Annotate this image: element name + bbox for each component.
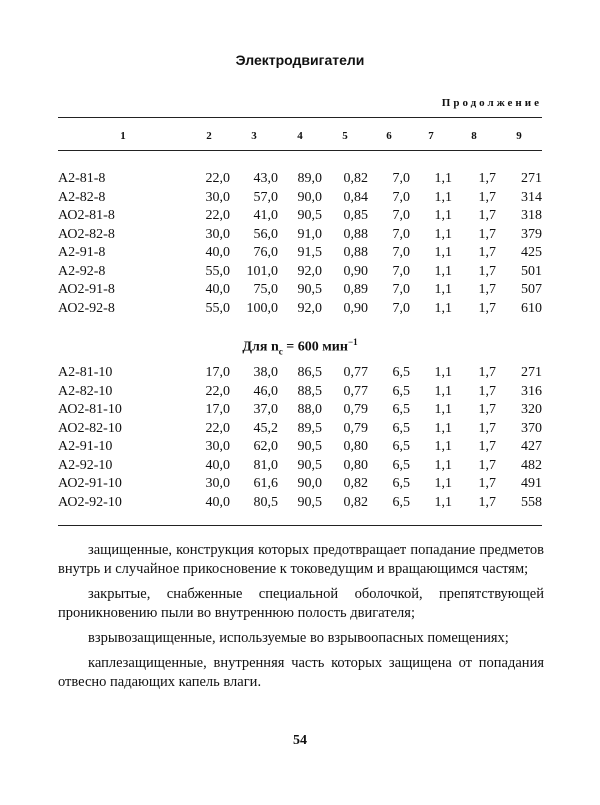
value-cell: 62,0 [253, 439, 278, 454]
table-row [58, 364, 542, 383]
header-row [58, 128, 542, 144]
value-cell: 37,0 [253, 402, 278, 417]
value-cell: 320 [521, 402, 542, 417]
value-cell: 22,0 [205, 208, 230, 223]
value-cell: 1,7 [478, 420, 496, 436]
value-cell: 91,0 [297, 226, 322, 242]
value-cell: 1,1 [434, 365, 452, 380]
page-title: Электродвигатели [235, 52, 365, 68]
value-cell: 1,7 [478, 494, 496, 510]
value-cell: 56,0 [253, 226, 278, 242]
value-cell: 1,7 [478, 171, 496, 186]
value-cell: 370 [521, 420, 542, 436]
value-cell: 90,5 [297, 439, 322, 454]
paragraph: каплезащищенные, внутренняя часть которых защищена от попадания отвесно падающих капель влаги. [58, 655, 544, 690]
value-cell: 0,80 [343, 457, 368, 473]
value-cell: 30,0 [205, 189, 230, 205]
value-cell: 1,1 [434, 300, 452, 316]
subheading-subscript: с [278, 346, 283, 357]
value-cell: 91,5 [297, 245, 322, 260]
value-cell: 6,5 [392, 476, 410, 491]
value-cell: 45,2 [253, 420, 278, 436]
table-row [58, 420, 542, 439]
value-cell: 6,5 [392, 439, 410, 454]
value-cell: 1,1 [434, 245, 452, 260]
value-cell: 1,7 [478, 439, 496, 454]
value-cell: 271 [521, 365, 542, 380]
motor-type-cell: АО2-81-8 [58, 208, 115, 223]
value-cell: 90,0 [297, 189, 322, 205]
value-cell: 40,0 [205, 457, 230, 473]
value-cell: 40,0 [205, 282, 230, 297]
value-cell: 6,5 [392, 383, 410, 399]
motor-type-cell: А2-91-8 [58, 245, 106, 260]
paragraph: взрывозащищенные, используемые во взрывоопасных помещениях; [88, 630, 509, 646]
value-cell: 1,7 [478, 208, 496, 223]
value-cell: 89,5 [297, 420, 322, 436]
value-cell: 100,0 [246, 300, 278, 316]
value-cell: 427 [521, 439, 542, 454]
value-cell: 1,7 [478, 402, 496, 417]
value-cell: 90,5 [297, 494, 322, 510]
value-cell: 22,0 [205, 420, 230, 436]
body-text [58, 541, 544, 698]
value-cell: 17,0 [205, 402, 230, 417]
value-cell: 1,7 [478, 300, 496, 316]
value-cell: 30,0 [205, 439, 230, 454]
column-header: 9 [516, 130, 522, 142]
value-cell: 1,7 [478, 476, 496, 491]
value-cell: 90,0 [297, 476, 322, 491]
speed-subheading [0, 337, 600, 356]
value-cell: 17,0 [205, 365, 230, 380]
value-cell: 0,90 [343, 263, 368, 279]
table-row [58, 494, 542, 513]
value-cell: 57,0 [253, 189, 278, 205]
value-cell: 7,0 [392, 208, 410, 223]
value-cell: 1,7 [478, 282, 496, 297]
value-cell: 81,0 [253, 457, 278, 473]
value-cell: 501 [521, 263, 542, 279]
value-cell: 90,5 [297, 208, 322, 223]
value-cell: 1,7 [478, 365, 496, 380]
value-cell: 1,1 [434, 282, 452, 297]
value-cell: 55,0 [205, 263, 230, 279]
value-cell: 40,0 [205, 245, 230, 260]
value-cell: 0,84 [343, 189, 368, 205]
value-cell: 7,0 [392, 300, 410, 316]
table-row [58, 475, 542, 494]
value-cell: 80,5 [253, 494, 278, 510]
value-cell: 1,1 [434, 171, 452, 186]
value-cell: 41,0 [253, 208, 278, 223]
column-header: 3 [251, 130, 257, 142]
motor-type-cell: АО2-82-10 [58, 420, 122, 436]
value-cell: 425 [521, 245, 542, 260]
value-cell: 89,0 [297, 171, 322, 186]
table-row [58, 189, 542, 208]
value-cell: 1,1 [434, 263, 452, 279]
value-cell: 7,0 [392, 245, 410, 260]
table-row [58, 438, 542, 457]
value-cell: 0,89 [343, 282, 368, 297]
table-row [58, 263, 542, 282]
table-row [58, 207, 542, 226]
value-cell: 61,6 [253, 476, 278, 491]
value-cell: 1,7 [478, 263, 496, 279]
value-cell: 558 [521, 494, 542, 510]
value-cell: 55,0 [205, 300, 230, 316]
value-cell: 7,0 [392, 263, 410, 279]
paragraph: защищенные, конструкция которых предотвращает попадание предметов внутрь и случайное прикосновение к токоведущим и вращающимся частям; [58, 542, 544, 577]
motor-type-cell: АО2-92-10 [58, 494, 122, 510]
table-top-rule [58, 117, 542, 118]
motor-type-cell: А2-81-10 [58, 365, 113, 380]
value-cell: 90,5 [297, 457, 322, 473]
value-cell: 75,0 [253, 282, 278, 297]
value-cell: 1,7 [478, 245, 496, 260]
value-cell: 88,0 [297, 402, 322, 417]
value-cell: 7,0 [392, 282, 410, 297]
value-cell: 38,0 [253, 365, 278, 380]
value-cell: 1,1 [434, 420, 452, 436]
table-row [58, 401, 542, 420]
column-header: 5 [342, 130, 348, 142]
table-header-rule [58, 150, 542, 151]
value-cell: 0,85 [343, 208, 368, 223]
value-cell: 90,5 [297, 282, 322, 297]
table-header [58, 128, 542, 144]
value-cell: 316 [521, 383, 542, 399]
value-cell: 1,1 [434, 476, 452, 491]
column-header: 1 [120, 130, 126, 142]
value-cell: 6,5 [392, 420, 410, 436]
value-cell: 314 [521, 189, 542, 205]
value-cell: 22,0 [205, 171, 230, 186]
value-cell: 491 [521, 476, 542, 491]
value-cell: 92,0 [297, 263, 322, 279]
column-header: 6 [386, 130, 392, 142]
value-cell: 1,1 [434, 208, 452, 223]
value-cell: 92,0 [297, 300, 322, 316]
column-header: 2 [206, 130, 212, 142]
value-cell: 0,77 [343, 365, 368, 380]
value-cell: 1,1 [434, 226, 452, 242]
value-cell: 0,79 [343, 420, 368, 436]
motor-type-cell: АО2-92-8 [58, 300, 115, 316]
value-cell: 0,82 [343, 476, 368, 491]
subheading-middle: = 600 мин [282, 339, 348, 355]
table-bottom-rule [58, 525, 542, 526]
value-cell: 318 [521, 208, 542, 223]
table-row [58, 383, 542, 402]
value-cell: 86,5 [297, 365, 322, 380]
value-cell: 22,0 [205, 383, 230, 399]
value-cell: 7,0 [392, 189, 410, 205]
motor-type-cell: А2-91-10 [58, 439, 113, 454]
value-cell: 88,5 [297, 383, 322, 399]
motor-type-cell: АО2-91-10 [58, 476, 122, 491]
column-header: 8 [471, 130, 477, 142]
value-cell: 1,1 [434, 457, 452, 473]
motor-type-cell: АО2-81-10 [58, 402, 122, 417]
value-cell: 1,7 [478, 226, 496, 242]
value-cell: 482 [521, 457, 542, 473]
motor-type-cell: А2-92-10 [58, 457, 113, 473]
table-row [58, 244, 542, 263]
value-cell: 0,79 [343, 402, 368, 417]
page-number: 54 [293, 733, 307, 748]
value-cell: 76,0 [253, 245, 278, 260]
motor-table-10-pole [58, 364, 542, 512]
value-cell: 0,90 [343, 300, 368, 316]
value-cell: 101,0 [246, 263, 278, 279]
subheading-superscript: −1 [347, 337, 358, 347]
motor-type-cell: АО2-82-8 [58, 226, 115, 242]
table-row [58, 281, 542, 300]
column-header: 4 [297, 130, 303, 142]
table-row [58, 300, 542, 319]
value-cell: 379 [521, 226, 542, 242]
value-cell: 7,0 [392, 171, 410, 186]
motor-type-cell: А2-92-8 [58, 263, 106, 279]
value-cell: 0,77 [343, 383, 368, 399]
value-cell: 1,7 [478, 457, 496, 473]
value-cell: 0,88 [343, 245, 368, 260]
value-cell: 43,0 [253, 171, 278, 186]
value-cell: 7,0 [392, 226, 410, 242]
value-cell: 6,5 [392, 402, 410, 417]
value-cell: 610 [521, 300, 542, 316]
value-cell: 0,82 [343, 171, 368, 186]
value-cell: 271 [521, 171, 542, 186]
motor-type-cell: АО2-91-8 [58, 282, 115, 297]
value-cell: 1,7 [478, 189, 496, 205]
table-row [58, 226, 542, 245]
motor-table-8-pole [58, 170, 542, 318]
value-cell: 6,5 [392, 457, 410, 473]
value-cell: 1,1 [434, 189, 452, 205]
motor-type-cell: А2-82-8 [58, 189, 106, 205]
table-row [58, 170, 542, 189]
value-cell: 30,0 [205, 476, 230, 491]
value-cell: 507 [521, 282, 542, 297]
motor-type-cell: А2-82-10 [58, 383, 113, 399]
value-cell: 1,1 [434, 439, 452, 454]
value-cell: 1,7 [478, 383, 496, 399]
continuation-label: Продолжение [441, 97, 542, 109]
paragraph: закрытые, снабженные специальной оболочкой, препятствующей проникновению пыли во внутреннюю полость двигателя; [58, 586, 544, 621]
value-cell: 1,1 [434, 383, 452, 399]
value-cell: 0,80 [343, 439, 368, 454]
value-cell: 6,5 [392, 365, 410, 380]
motor-type-cell: А2-81-8 [58, 171, 106, 186]
table-row [58, 457, 542, 476]
subheading-prefix: Для n [242, 339, 279, 355]
value-cell: 6,5 [392, 494, 410, 510]
value-cell: 30,0 [205, 226, 230, 242]
value-cell: 40,0 [205, 494, 230, 510]
value-cell: 0,88 [343, 226, 368, 242]
value-cell: 1,1 [434, 402, 452, 417]
value-cell: 0,82 [343, 494, 368, 510]
column-header: 7 [428, 130, 434, 142]
value-cell: 46,0 [253, 383, 278, 399]
value-cell: 1,1 [434, 494, 452, 510]
